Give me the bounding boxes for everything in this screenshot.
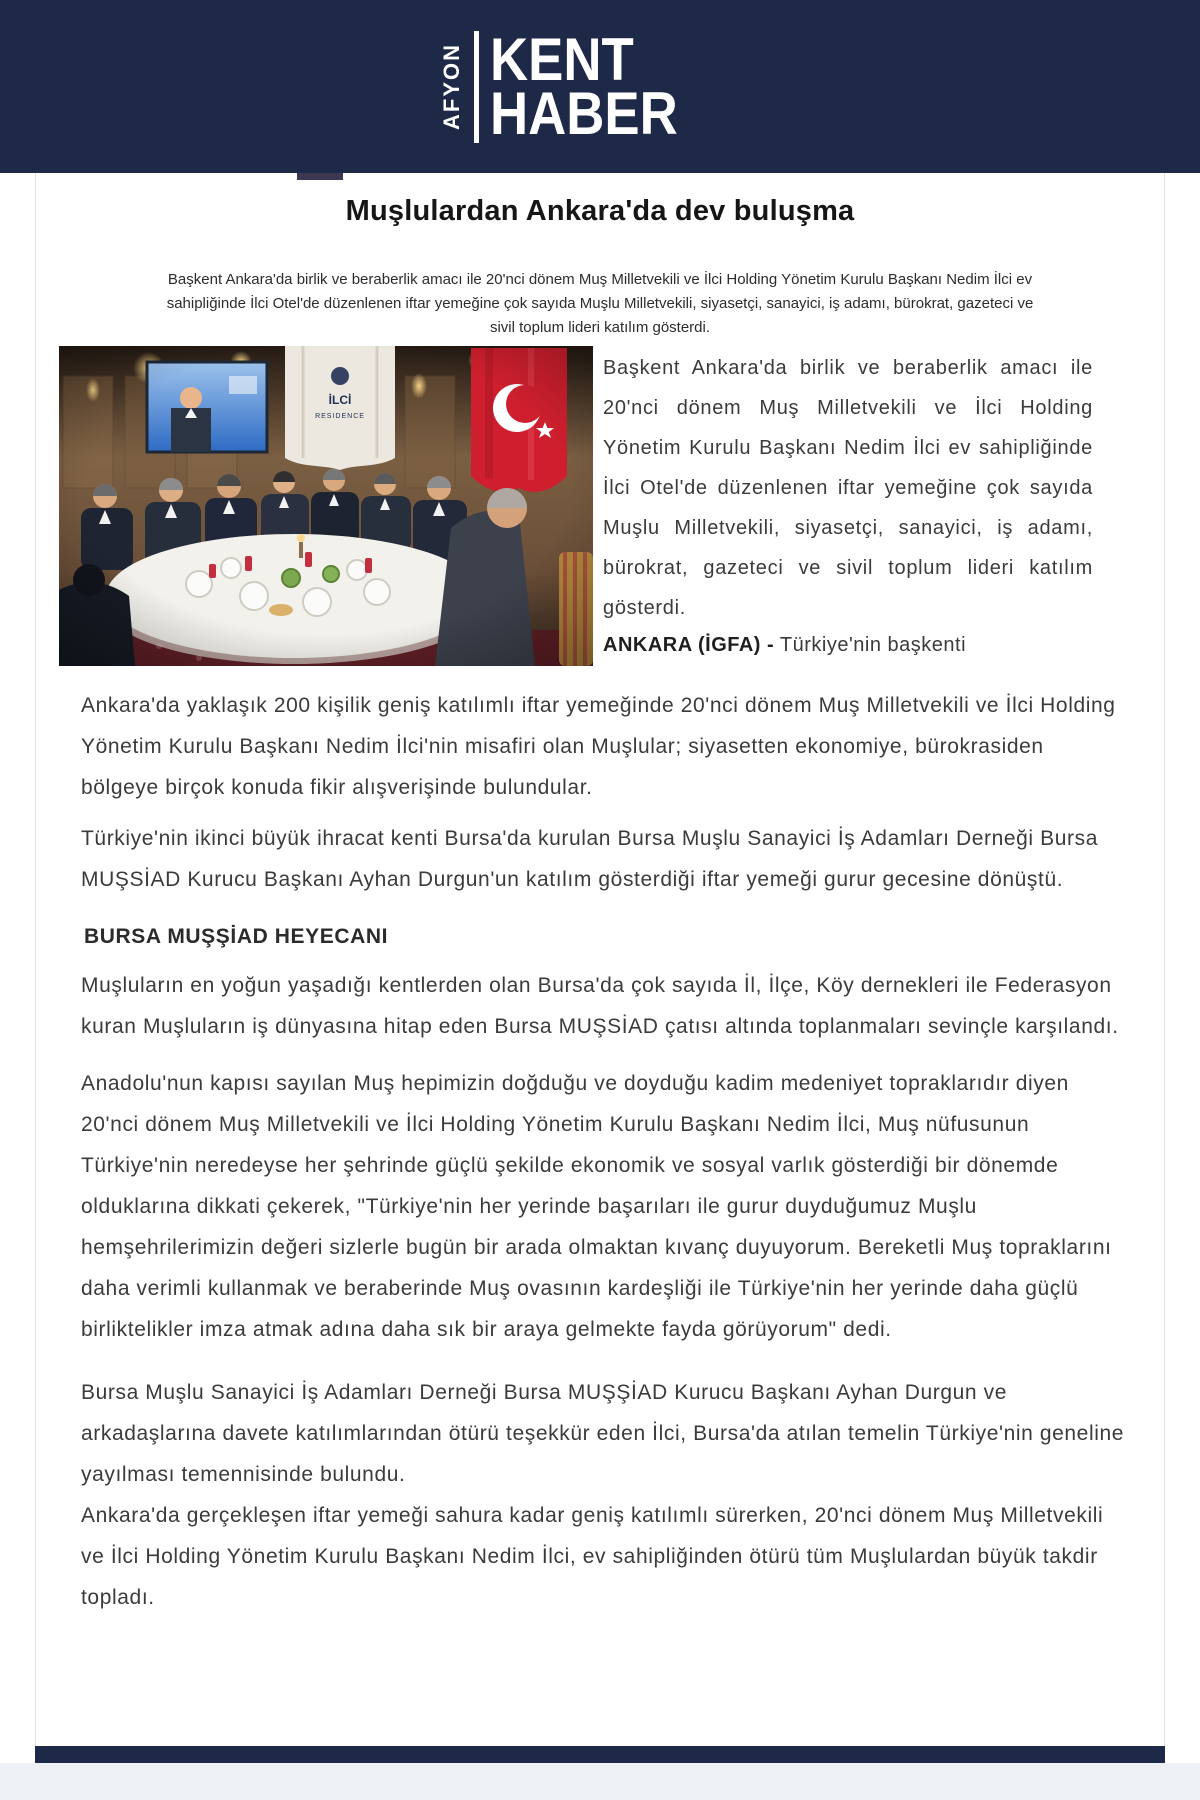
- iftar-dinner-photo-illustration: [59, 346, 593, 666]
- photo-vignette: [59, 346, 593, 666]
- logo-vertical-text: AFYON: [438, 43, 464, 130]
- logo-divider: [474, 31, 479, 143]
- header-notch: [297, 173, 343, 180]
- body-paragraph: Türkiye'nin ikinci büyük ihracat kenti Bursa'da kurulan Bursa Muşlu Sanayici İş Adamları Derneği Bursa MUŞSİAD Kurucu Başkanı Ayhan Durgun'un katılım gösterdiği iftar yemeği gurur gecesine dönüştü.: [81, 827, 1098, 891]
- body-paragraph: Bursa Muşlu Sanayici İş Adamları Derneği Bursa MUŞŞİAD Kurucu Başkanı Ayhan Durgun ve arkadaşlarına davete katılımlarından ötürü teşekkür eden İlci, Bursa'da atılan temelin Türkiye'nin geneline yayılması temennisinde bulundu.: [81, 1381, 1125, 1486]
- bottom-strip: [0, 1763, 1200, 1800]
- footer-bar: [35, 1746, 1165, 1763]
- article-photo[interactable]: [59, 346, 593, 666]
- logo-word-kent: KENT: [489, 25, 634, 93]
- logo-word-haber: HABER: [489, 79, 678, 147]
- section-heading: BURSA MUŞŞİAD HEYECANI: [84, 925, 389, 948]
- article-media-row: [59, 346, 1164, 677]
- logo-wordmark: [489, 25, 678, 147]
- article-intro-column: [603, 346, 1093, 677]
- dateline-agency: ANKARA (İGFA) -: [603, 634, 775, 656]
- article-dateline: [603, 634, 1093, 657]
- article-lede: Başkent Ankara'da birlik ve beraberlik amacı ile 20'nci dönem Muş Milletvekili ve İlci Holding Yönetim Kurulu Başkanı Nedim İlci ev sahipliğinde İlci Otel'de düzenlenen iftar yemeğine çok sayıda Muşlu Milletvekili, siyasetçi, sanayici, iş adamı, bürokrat, gazeteci ve sivil toplum lideri katılım gösterdi.: [166, 271, 1034, 336]
- article-intro-paragraph: Başkent Ankara'da birlik ve beraberlik amacı ile 20'nci dönem Muş Milletvekili ve İlci Holding Yönetim Kurulu Başkanı Nedim İlci ev sahipliğinde İlci Otel'de düzenlenen iftar yemeğine çok sayıda Muşlu Milletvekili, siyasetçi, sanayici, iş adamı, bürokrat, gazeteci ve sivil toplum lideri katılım gösterdi.: [603, 357, 1093, 619]
- body-paragraph: Ankara'da yaklaşık 200 kişilik geniş katılımlı iftar yemeğinde 20'nci dönem Muş Milletvekili ve İlci Holding Yönetim Kurulu Başkanı Nedim İlci'nin misafiri olan Muşlular; siyasetten ekonomiye, bürokrasiden bölgeye birçok konuda fikir alışverişinde bulundular.: [81, 694, 1116, 799]
- site-header: [0, 0, 1200, 173]
- article-title: Muşlulardan Ankara'da dev buluşma: [345, 195, 855, 227]
- body-paragraph: Ankara'da gerçekleşen iftar yemeği sahura kadar geniş katılımlı sürerken, 20'nci dönem Muş Milletvekili ve İlci Holding Yönetim Kurulu Başkanı Nedim İlci, ev sahipliğinden ötürü tüm Muşlulardan büyük takdir topladı.: [81, 1504, 1104, 1609]
- body-paragraph: Muşluların en yoğun yaşadığı kentlerden olan Bursa'da çok sayıda İl, İlçe, Köy dernekleri ile Federasyon kuran Muşluların iş dünyasına hitap eden Bursa MUŞSİAD çatısı altında toplanmaları sevinçle karşılandı.: [81, 974, 1119, 1038]
- body-paragraph: Anadolu'nun kapısı sayılan Muş hepimizin doğduğu ve doyduğu kadim medeniyet topraklarıdır diyen 20'nci dönem Muş Milletvekili ve İlci Holding Yönetim Kurulu Başkanı Nedim İlci, Muş nüfusunun Türkiye'nin neredeyse her şehrinde güçlü şekilde ekonomik ve sosyal varlık gösterdiği bir dönemde olduklarına dikkati çekerek, "Türkiye'nin her yerinde başarıları ile gurur duyduğumuz Muşlu hemşehrilerimizin değeri sizlerle bugün bir arada olmaktan kıvanç duyuyorum. Bereketli Muş topraklarını daha verimli kullanmak ve beraberinde Muş ovasının kardeşliği ile Türkiye'nin her yerinde daha güçlü birliktelikler imza atmak adına daha sık bir araya gelmekte fayda görüyorum" dedi.: [81, 1072, 1112, 1341]
- article-body: [81, 685, 1125, 1618]
- article-page: [35, 173, 1165, 1746]
- site-logo[interactable]: [438, 25, 703, 147]
- dateline-text: Türkiye'nin başkenti: [774, 634, 967, 656]
